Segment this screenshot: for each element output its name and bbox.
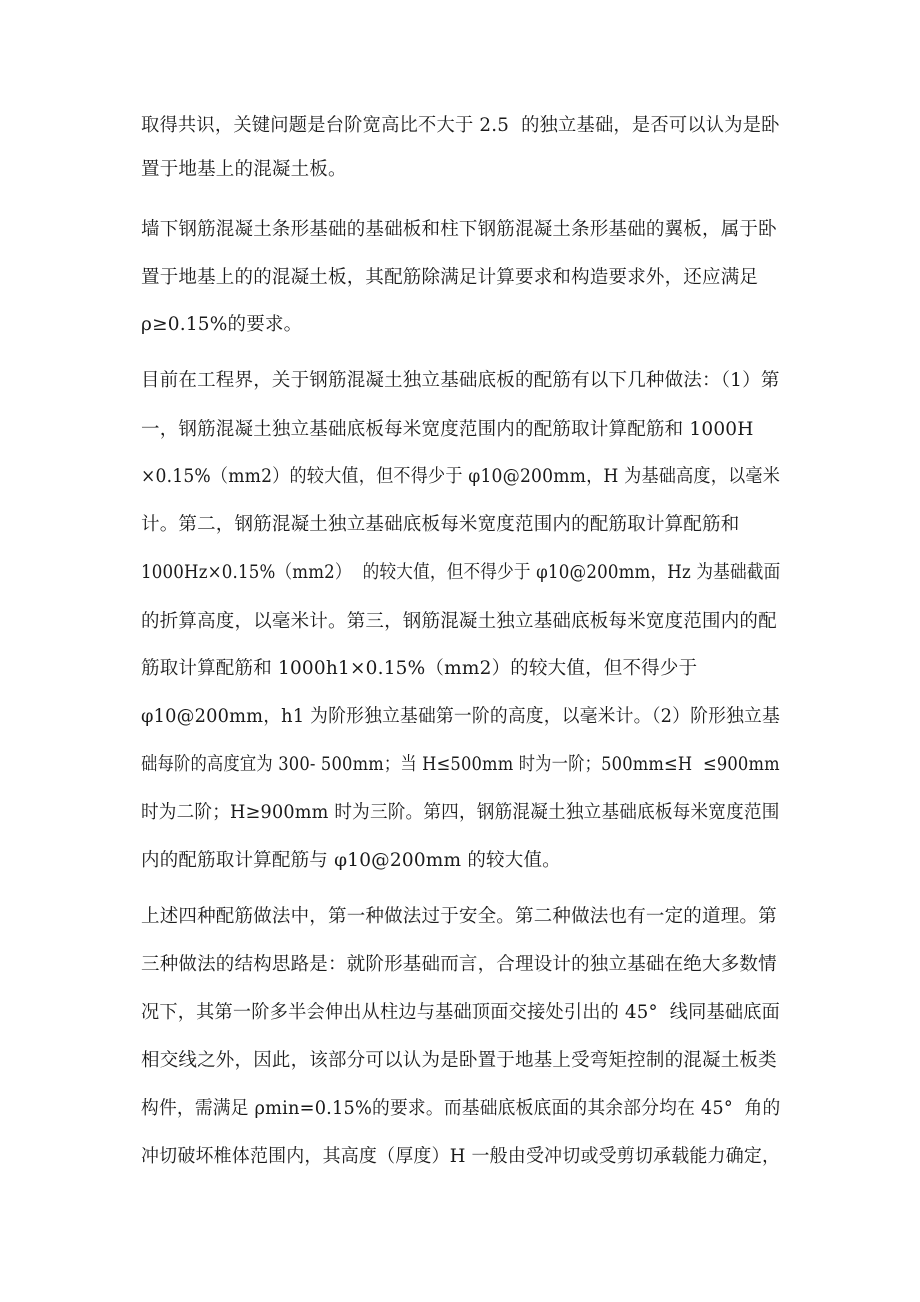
paragraph-3-line-7: 筋取计算配筋和 1000h1×0.15%（mm2）的较大值，但不得少于 (141, 658, 698, 679)
paragraph-3-line-5: 1000Hz×0.15%（mm2） 的较大值，但不得少于 φ10@200mm，Hz 为基础截面 (141, 562, 781, 583)
paragraph-4-line-3: 况下，其第一阶多半会伸出从柱边与基础顶面交接处引出的 45° 线同基础底面 (141, 1002, 781, 1023)
paragraph-3-line-8: φ10@200mm，h1 为阶形独立基础第一阶的高度，以毫米计。（2）阶形独立基 (141, 706, 780, 727)
paragraph-2-line-2: 置于地基上的的混凝土板，其配筋除满足计算要求和构造要求外，还应满足 (141, 267, 759, 288)
paragraph-2-line-3: ρ≥0.15%的要求。 (141, 314, 303, 335)
paragraph-3-line-2: 一，钢筋混凝土独立基础底板每米宽度范围内的配筋取计算配筋和 1000H (141, 419, 754, 440)
paragraph-3-line-1: 目前在工程界，关于钢筋混凝土独立基础底板的配筋有以下几种做法：（1）第 (141, 370, 780, 391)
paragraph-3-line-4: 计。第二，钢筋混凝土独立基础底板每米宽度范围内的配筋取计算配筋和 (141, 514, 740, 535)
paragraph-4-line-4: 相交线之外，因此，该部分可以认为是卧置于地基上受弯矩控制的混凝土板类 (141, 1050, 777, 1071)
paragraph-4-line-6: 冲切破坏椎体范围内，其高度（厚度）H 一般由受冲切或受剪切承载能力确定， (141, 1146, 781, 1167)
paragraph-4-line-2: 三种做法的结构思路是：就阶形基础而言，合理设计的独立基础在绝大多数情 (141, 954, 777, 975)
paragraph-3-line-3: ×0.15%（mm2）的较大值，但不得少于 φ10@200mm，H 为基础高度，以毫米 (141, 466, 781, 487)
paragraph-3-line-11: 内的配筋取计算配筋与 φ10@200mm 的较大值。 (141, 850, 561, 871)
paragraph-3-line-10: 时为二阶；H≥900mm 时为三阶。第四，钢筋混凝土独立基础底板每米宽度范围 (141, 802, 780, 823)
paragraph-3-line-9: 础每阶的高度宜为 300- 500mm；当 H≤500mm 时为一阶；500mm≤H ≤900mm (141, 754, 780, 775)
paragraph-4-line-1: 上述四种配筋做法中，第一种做法过于安全。第二种做法也有一定的道理。第 (141, 906, 777, 927)
paragraph-2-line-1: 墙下钢筋混凝土条形基础的基础板和柱下钢筋混凝土条形基础的翼板，属于卧 (141, 219, 777, 240)
paragraph-3-line-6: 的折算高度，以毫米计。第三，钢筋混凝土独立基础底板每米宽度范围内的配 (141, 611, 777, 632)
paragraph-1-line-2: 置于地基上的混凝土板。 (141, 159, 347, 180)
paragraph-4-line-5: 构件，需满足 ρmin=0.15%的要求。而基础底板底面的其余部分均在 45° 角的 (141, 1098, 781, 1119)
paragraph-1-line-1: 取得共识，关键问题是台阶宽高比不大于 2.5 的独立基础，是否可以认为是卧 (141, 115, 780, 136)
